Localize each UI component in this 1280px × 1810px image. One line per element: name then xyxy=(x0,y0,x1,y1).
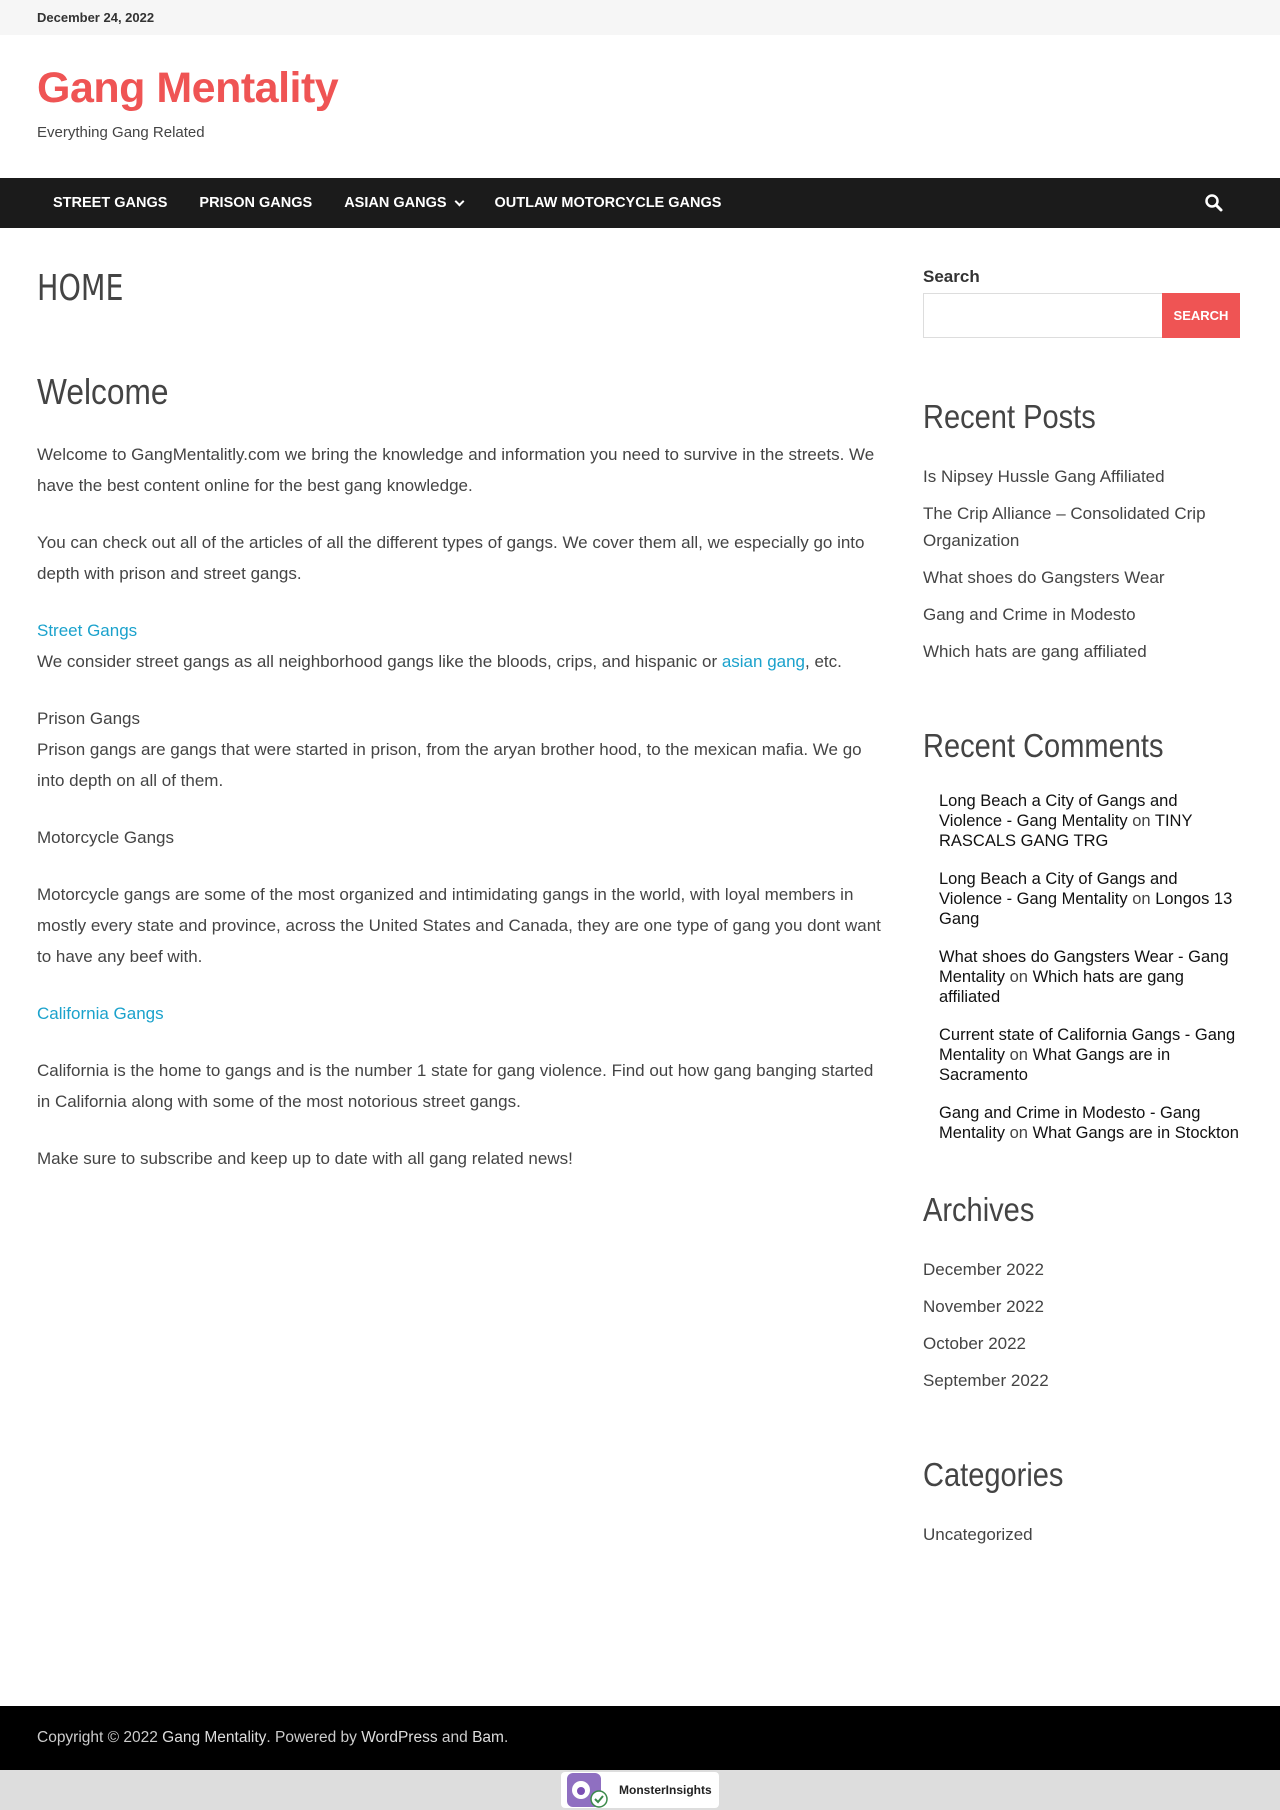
recent-post-link[interactable]: The Crip Alliance – Consolidated Crip Organization xyxy=(923,504,1206,550)
comment-on: on xyxy=(1132,890,1151,908)
page-title: HOME xyxy=(37,268,124,309)
footer-site-link[interactable]: Gang Mentality xyxy=(162,1729,267,1746)
comment-author-link[interactable]: Long Beach a City of Gangs and Violence - Gang Mentality xyxy=(939,870,1178,908)
nav-item-street-gangs[interactable] xyxy=(37,178,183,228)
search-input[interactable] xyxy=(923,293,1162,338)
bottom-bar xyxy=(0,1770,1280,1810)
recent-posts-list xyxy=(923,463,1243,665)
paragraph-intro: Welcome to GangMentalitly.com we bring the knowledge and information you need to survive in the streets. We have the best content online for the best gang knowledge. xyxy=(37,445,875,495)
footer-end: . xyxy=(503,1729,509,1746)
nav-label: OUTLAW MOTORCYCLE GANGS xyxy=(494,195,722,211)
main-nav xyxy=(0,178,1280,228)
recent-post-link[interactable]: What shoes do Gangsters Wear xyxy=(923,568,1165,587)
search-button[interactable]: SEARCH xyxy=(1162,293,1240,338)
comment-author-link[interactable]: Current state of California Gangs - Gang Mentality xyxy=(939,1026,1236,1064)
current-date: December 24, 2022 xyxy=(37,10,155,25)
paragraph-street-gangs xyxy=(37,646,882,677)
recent-comments-title: Recent Comments xyxy=(923,727,1164,764)
wordpress-link[interactable]: WordPress xyxy=(361,1729,438,1746)
motorcycle-gangs-heading: Motorcycle Gangs xyxy=(37,828,174,847)
and-text: and xyxy=(441,1729,468,1746)
nav-item-asian-gangs[interactable] xyxy=(328,178,478,228)
theme-link[interactable]: Bam xyxy=(472,1729,504,1746)
street-gangs-section xyxy=(37,615,882,646)
comment-on: on xyxy=(1009,1046,1028,1064)
comment-post-link[interactable]: Which hats are gang affiliated xyxy=(939,968,1184,1006)
site-footer xyxy=(0,1706,1280,1770)
comment-post-link[interactable]: TINY RASCALS GANG TRG xyxy=(939,812,1193,850)
search-label: Search xyxy=(923,267,980,286)
monsterinsights-text: MonsterInsights xyxy=(619,1783,712,1797)
categories-list xyxy=(923,1521,1243,1548)
nav-label: STREET GANGS xyxy=(53,195,168,211)
archive-link[interactable]: November 2022 xyxy=(923,1297,1044,1316)
site-header xyxy=(0,35,1280,178)
comment-post-link[interactable]: What Gangs are in Stockton xyxy=(1032,1124,1239,1142)
welcome-heading: Welcome xyxy=(37,371,169,412)
comment-author-link[interactable]: Gang and Crime in Modesto - Gang Mentality xyxy=(939,1104,1201,1142)
comment-on: on xyxy=(1009,968,1028,986)
recent-posts-title: Recent Posts xyxy=(923,398,1096,435)
recent-comments-list xyxy=(923,791,1243,1143)
category-link[interactable]: Uncategorized xyxy=(923,1525,1033,1544)
comment-item xyxy=(939,1025,1243,1085)
comment-item xyxy=(939,869,1243,929)
site-title[interactable]: Gang Mentality xyxy=(37,64,339,112)
main-content xyxy=(37,228,882,1558)
sidebar xyxy=(923,228,1243,1558)
powered-text: . Powered by xyxy=(266,1729,357,1746)
search-icon[interactable] xyxy=(1204,193,1224,213)
archive-link[interactable]: December 2022 xyxy=(923,1260,1044,1279)
comment-on: on xyxy=(1009,1124,1028,1142)
paragraph-california: California is the home to gangs and is the number 1 state for gang violence. Find out how gang banging started in California along with some of the most notorious street gangs. xyxy=(37,1061,874,1111)
nav-label: PRISON GANGS xyxy=(199,195,313,211)
top-bar xyxy=(0,0,1280,35)
categories-title: Categories xyxy=(923,1456,1064,1493)
comment-post-link[interactable]: What Gangs are in Sacramento xyxy=(939,1046,1171,1084)
recent-post-link[interactable]: Is Nipsey Hussle Gang Affiliated xyxy=(923,467,1165,486)
archive-link[interactable]: October 2022 xyxy=(923,1334,1027,1353)
asian-gang-link[interactable]: asian gang xyxy=(721,652,806,671)
site-tagline: Everything Gang Related xyxy=(37,124,205,142)
california-gangs-link[interactable]: California Gangs xyxy=(37,1004,164,1023)
recent-post-link[interactable]: Which hats are gang affiliated xyxy=(923,642,1147,661)
chevron-down-icon xyxy=(454,196,464,206)
archives-list xyxy=(923,1256,1243,1394)
recent-post-link[interactable]: Gang and Crime in Modesto xyxy=(923,605,1136,624)
comment-item xyxy=(939,791,1243,851)
nav-item-prison-gangs[interactable] xyxy=(183,178,328,228)
comment-item xyxy=(939,947,1243,1007)
paragraph-articles: You can check out all of the articles of all the different types of gangs. We cover them all, we especially go into depth with prison and street gangs. xyxy=(37,533,865,583)
text-segment: , etc. xyxy=(805,652,842,671)
california-gangs-section xyxy=(37,998,882,1029)
paragraph-subscribe: Make sure to subscribe and keep up to date with all gang related news! xyxy=(37,1149,573,1168)
comment-post-link[interactable]: Longos 13 Gang xyxy=(939,890,1233,928)
comment-item xyxy=(939,1103,1243,1143)
paragraph-prison-gangs: Prison gangs are gangs that were started in prison, from the aryan brother hood, to the mexican mafia. We go into depth on all of them. xyxy=(37,740,862,790)
monsterinsights-badge[interactable] xyxy=(561,1772,719,1808)
nav-label: ASIAN GANGS xyxy=(344,195,447,211)
nav-item-outlaw-motorcycle-gangs[interactable] xyxy=(479,178,738,228)
comment-on: on xyxy=(1132,812,1151,830)
archive-link[interactable]: September 2022 xyxy=(923,1371,1049,1390)
copyright-text: Copyright © 2022 xyxy=(37,1729,158,1746)
text-segment: We consider street gangs as all neighborhood gangs like the bloods, crips, and hispanic or xyxy=(37,652,722,671)
paragraph-motorcycle-gangs: Motorcycle gangs are some of the most organized and intimidating gangs in the world, with loyal members in mostly every state and province, across the United States and Canada, they are one type of gang you dont want to have any beef with. xyxy=(37,885,881,966)
street-gangs-link[interactable]: Street Gangs xyxy=(37,621,138,640)
archives-title: Archives xyxy=(923,1191,1035,1228)
monsterinsights-logo-icon xyxy=(565,1772,611,1808)
comment-author-link[interactable]: Long Beach a City of Gangs and Violence - Gang Mentality xyxy=(939,792,1178,830)
prison-gangs-heading: Prison Gangs xyxy=(37,709,140,728)
comment-author-link[interactable]: What shoes do Gangsters Wear - Gang Mentality xyxy=(939,948,1229,986)
search-form xyxy=(923,293,1243,338)
